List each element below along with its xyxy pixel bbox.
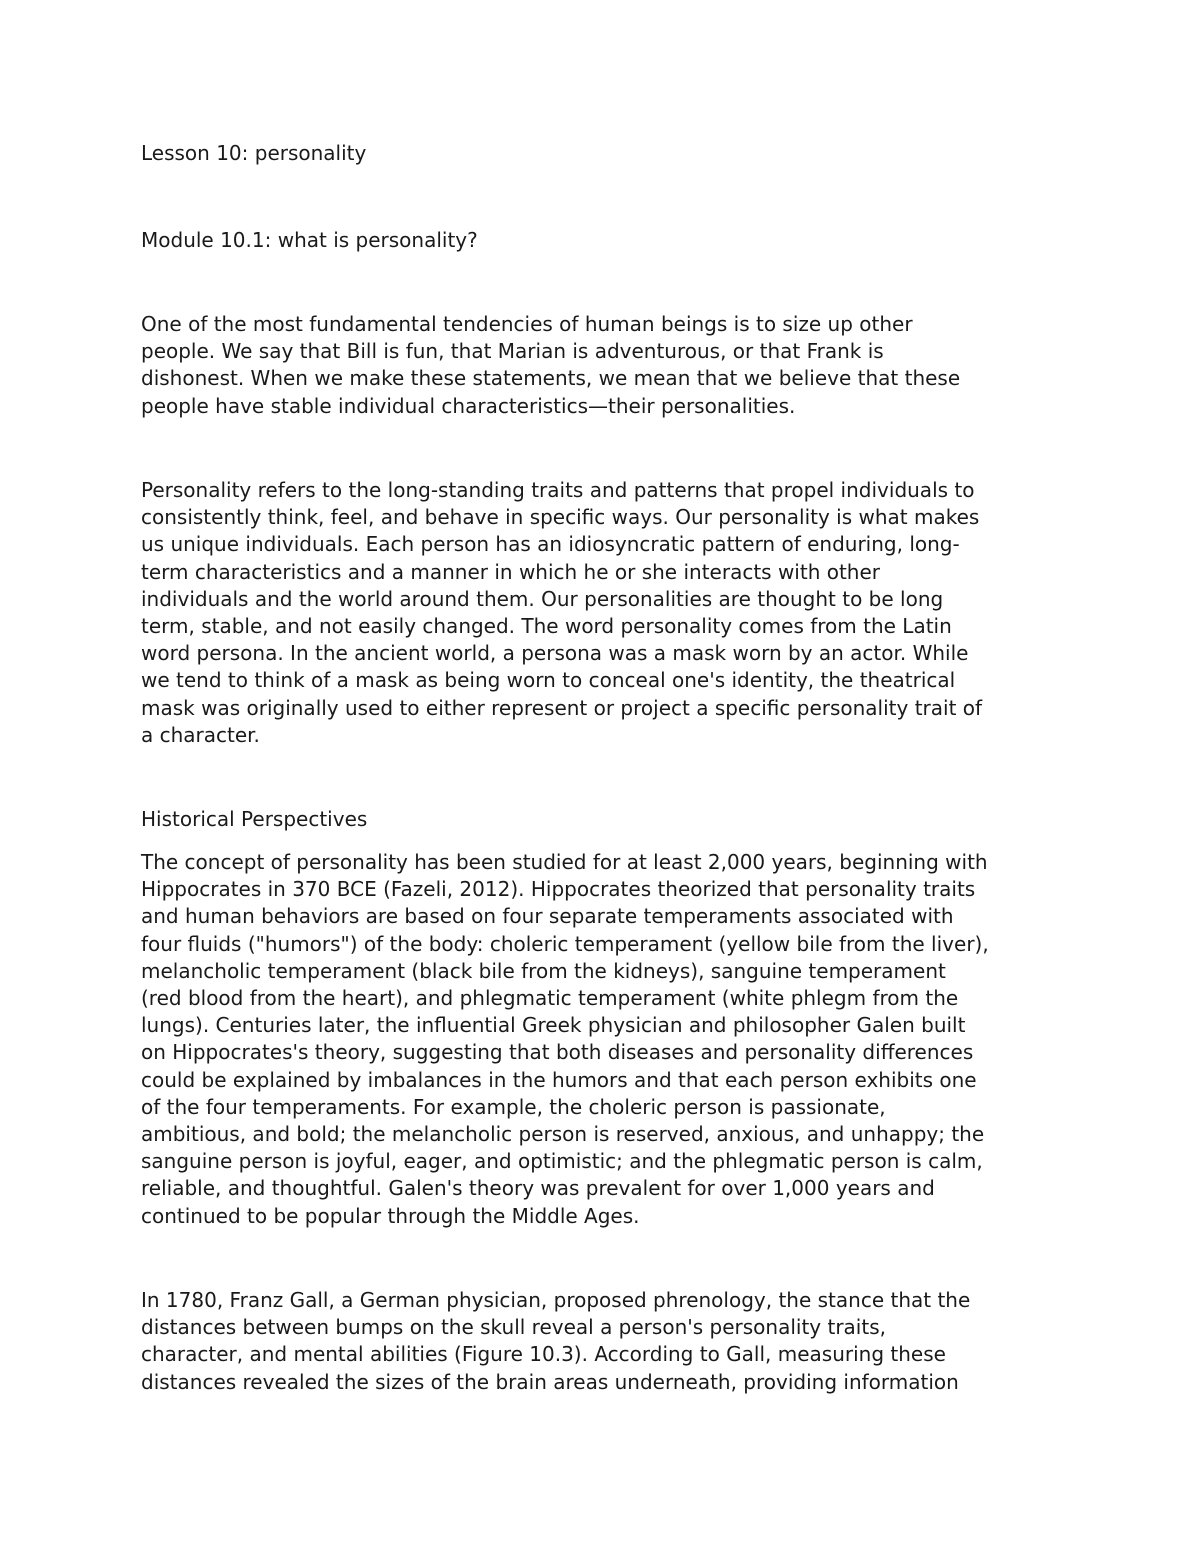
paragraph-line: and human behaviors are based on four separate temperaments associated with <box>141 904 954 929</box>
paragraph-line: term, stable, and not easily changed. The word personality comes from the Latin <box>141 614 952 639</box>
paragraph-line: us unique individuals. Each person has an idiosyncratic pattern of enduring, long- <box>141 532 960 557</box>
paragraph-line: Hippocrates in 370 BCE (Fazeli, 2012). Hippocrates theorized that personality traits <box>141 877 976 902</box>
paragraph-line: individuals and the world around them. Our personalities are thought to be long <box>141 586 944 611</box>
paragraph-line: people. We say that Bill is fun, that Marian is adventurous, or that Frank is <box>141 339 884 364</box>
paragraph-line: One of the most fundamental tendencies of human beings is to size up other <box>141 312 913 336</box>
paragraph-line: melancholic temperament (black bile from the kidneys), sanguine temperament <box>141 958 946 983</box>
section-heading: Historical Perspectives <box>141 807 368 831</box>
paragraph-line: a character. <box>141 722 260 747</box>
paragraph-line: The concept of personality has been studied for at least 2,000 years, beginning with <box>141 850 988 874</box>
module-title: Module 10.1: what is personality? <box>141 228 478 252</box>
paragraph-history <box>141 849 1071 1230</box>
paragraph-line: people have stable individual characteristics—their personalities. <box>141 393 796 418</box>
paragraph-line: continued to be popular through the Middle Ages. <box>141 1203 640 1228</box>
paragraph-line: word persona. In the ancient world, a persona was a mask worn by an actor. While <box>141 641 969 666</box>
paragraph-line: (red blood from the heart), and phlegmatic temperament (white phlegm from the <box>141 986 959 1011</box>
lesson-title: Lesson 10: personality <box>141 141 367 165</box>
paragraph-line: In 1780, Franz Gall, a German physician, proposed phrenology, the stance that the <box>141 1288 971 1312</box>
paragraph-line: Personality refers to the long-standing traits and patterns that propel individuals to <box>141 478 975 502</box>
paragraph-line: could be explained by imbalances in the humors and that each person exhibits one <box>141 1067 977 1092</box>
paragraph-line: of the four temperaments. For example, the choleric person is passionate, <box>141 1094 886 1119</box>
paragraph-phrenology <box>141 1287 1071 1396</box>
paragraph-line: ambitious, and bold; the melancholic person is reserved, anxious, and unhappy; the <box>141 1122 985 1147</box>
paragraph-line: term characteristics and a manner in which he or she interacts with other <box>141 559 881 584</box>
paragraph-line: sanguine person is joyful, eager, and optimistic; and the phlegmatic person is calm, <box>141 1149 983 1174</box>
paragraph-line: distances revealed the sizes of the brain areas underneath, providing information <box>141 1369 959 1394</box>
paragraph-line: character, and mental abilities (Figure 10.3). According to Gall, measuring these <box>141 1342 946 1367</box>
paragraph-line: lungs). Centuries later, the influential Greek physician and philosopher Galen built <box>141 1013 966 1038</box>
paragraph-line: consistently think, feel, and behave in specific ways. Our personality is what makes <box>141 505 980 530</box>
paragraph-line: distances between bumps on the skull reveal a person's personality traits, <box>141 1315 886 1340</box>
paragraph-line: we tend to think of a mask as being worn to conceal one's identity, the theatrical <box>141 668 956 693</box>
paragraph-definition <box>141 477 1071 749</box>
paragraph-intro <box>141 311 1071 420</box>
paragraph-line: mask was originally used to either represent or project a specific personality trait of <box>141 695 983 720</box>
paragraph-line: on Hippocrates's theory, suggesting that both diseases and personality differences <box>141 1040 974 1065</box>
paragraph-line: four fluids ("humors") of the body: choleric temperament (yellow bile from the liver), <box>141 931 989 956</box>
paragraph-line: dishonest. When we make these statements, we mean that we believe that these <box>141 366 961 391</box>
paragraph-line: reliable, and thoughtful. Galen's theory was prevalent for over 1,000 years and <box>141 1176 935 1201</box>
